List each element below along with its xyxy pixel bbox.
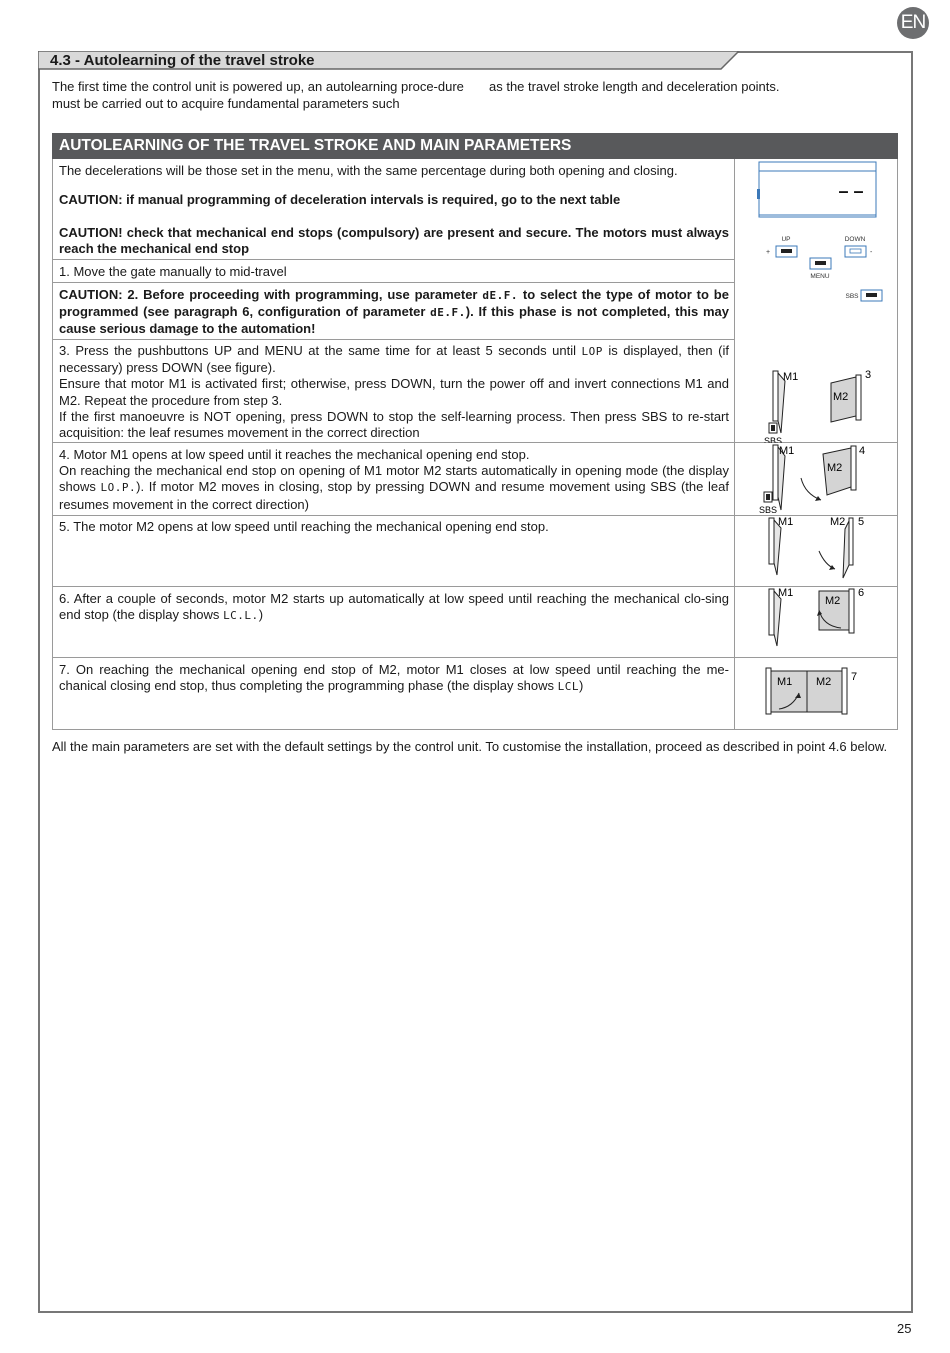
parameter-code: dE.F. [430,306,466,320]
step-4-figure [735,442,897,516]
menu-label: MENU [810,273,830,280]
m1-label: M1 [779,445,795,457]
menu-button-key [815,261,826,265]
display-readout: – – [838,181,864,201]
section-title: 4.3 - Autolearning of the travel stroke [50,52,315,69]
m1-label: M1 [778,587,794,599]
table-border-right [897,159,898,730]
caution-manual-programming: CAUTION: if manual programming of deceleration intervals is required, go to the next table [59,192,621,207]
step-6-figure [735,586,897,658]
step-number: 5 [858,516,865,528]
intro-row-text: The decelerations will be those set in the menu, with the same percentage during both opening and closing. [59,163,678,178]
closing-paragraph: All the main parameters are set with the default settings by the control unit. To customise the installation, proceed as described in point 4.6 below. [52,739,888,754]
step-number: 6 [858,587,865,599]
sbs-label: SBS [845,293,859,300]
step-3-part: Ensure that motor M1 is activated first; otherwise, press DOWN, turn the power off and invert connections M1 and M2. Repeat the procedure from step 3. [59,376,729,408]
m1-leaf [774,591,781,646]
section-header [38,51,740,70]
language-badge: EN [897,7,929,39]
caution-end-stops: CAUTION! check that mechanical end stops (compulsory) are present and secure. The motors must always reach the mechanical end stop [59,225,729,257]
step-2-part: CAUTION: 2. Before proceeding with programming, use parameter [59,287,478,302]
m1-post [766,668,771,714]
sbs-button-icon-key [766,494,770,500]
step-4-part: ). If motor M2 moves in closing, stop by pressing DOWN and resume movement using SBS (the leaf resumes movement in the correct direction) [59,479,729,512]
autolearning-table [52,133,898,730]
m2-label: M2 [830,516,846,528]
step-number: 4 [859,445,866,457]
step-6-part: ) [258,607,264,623]
m1-label: M1 [777,676,793,688]
parameter-code: dE.F. [482,289,518,302]
step-5-text: 5. The motor M2 opens at low speed until reaching the mechanical opening end stop. [59,519,549,534]
display-code: LOP [581,345,603,358]
row-divider [52,259,735,260]
m1-post [769,589,774,635]
m2-post [849,518,853,565]
row-divider [52,339,735,340]
step-4-text [59,447,729,513]
step-1-text: 1. Move the gate manually to mid-travel [59,264,287,279]
m2-post [851,446,856,490]
intro-text-right: as the travel stroke length and deceleration points. [489,79,780,94]
sbs-button-icon-key [771,425,775,431]
display-code: LCL [557,680,579,694]
down-button-key [850,249,861,253]
step-3-figure [735,343,897,443]
minus-label: - [870,249,873,256]
sbs-label: SBS [764,436,783,443]
m1-label: M1 [778,516,794,528]
step-2-part: to select the type of motor to be programmed (see paragraph 6, configuration of parameter [59,287,729,320]
m1-post [773,445,778,500]
step-3-part: is displayed, then (if necessary) press DOWN (see figure). [59,343,729,376]
step-7-part: ) [579,678,584,694]
m2-label: M2 [816,676,832,688]
step-4-part: 4. Motor M1 opens at low speed until it reaches the mechanical opening end stop. [59,447,530,462]
step-3-text [59,343,729,441]
row-divider [52,282,735,283]
step-number: 3 [865,369,872,381]
m2-label: M2 [833,391,849,403]
m2-post [842,668,847,714]
up-button-key [781,249,792,253]
display-tab [757,189,760,199]
arrowhead-icon [815,496,821,501]
step-5-figure [735,515,897,587]
table-header: AUTOLEARNING OF THE TRAVEL STROKE AND MAIN PARAMETERS [52,133,898,159]
step-7-part: 7. On reaching the mechanical opening end stop of M2, motor M1 closes at low speed until reaching the me-chanical closing end stop, thus completing the programming phase (the display shows [59,662,729,694]
table-border-left [52,159,53,730]
m1-post [769,518,774,564]
m2-label: M2 [827,462,843,474]
down-label: DOWN [844,236,866,243]
step-6-text [59,591,729,624]
table-border-bottom [52,729,898,730]
step-number: 7 [851,671,858,683]
display-code: LO.P. [100,481,137,495]
step-2-text [59,287,729,338]
intro-text-left: The first time the control unit is powered up, an autolearning proce-dure must be carried out to acquire fundamental parameters such [52,79,464,111]
step-2-part: ). If this phase is not completed, this may cause serious damage to the automation! [59,304,729,337]
control-panel-figure [735,159,897,339]
m1-leaf [774,520,781,575]
page-number: 25 [897,1321,912,1336]
sbs-label: SBS [759,505,778,515]
step-3-part: If the first manoeuvre is NOT opening, press DOWN to stop the self-learning process. Then press SBS to re-start acquisition: the leaf resumes movement in the correct direction [59,408,729,441]
m1-label: M1 [783,371,799,383]
m2-post [849,589,854,633]
step-6-part: 6. After a couple of seconds, motor M2 starts up automatically at low speed until reaching the mechanical clo-sing end stop (the display shows [59,591,729,623]
m1-post [773,371,778,421]
m2-post [856,375,861,420]
step-7-figure [735,657,897,729]
step-7-text [59,662,729,695]
step-3-part: 3. Press the pushbuttons UP and MENU at the same time for at least 5 seconds until [59,343,577,358]
plus-label: + [765,249,771,256]
sbs-button-key [866,293,877,297]
step-4-part: On reaching the mechanical end stop on opening of M1 motor M2 starts automatically in opening mode (the display shows [59,463,729,495]
up-label: UP [781,236,791,243]
m2-label: M2 [825,595,841,607]
display-code: LC.L. [223,609,259,623]
